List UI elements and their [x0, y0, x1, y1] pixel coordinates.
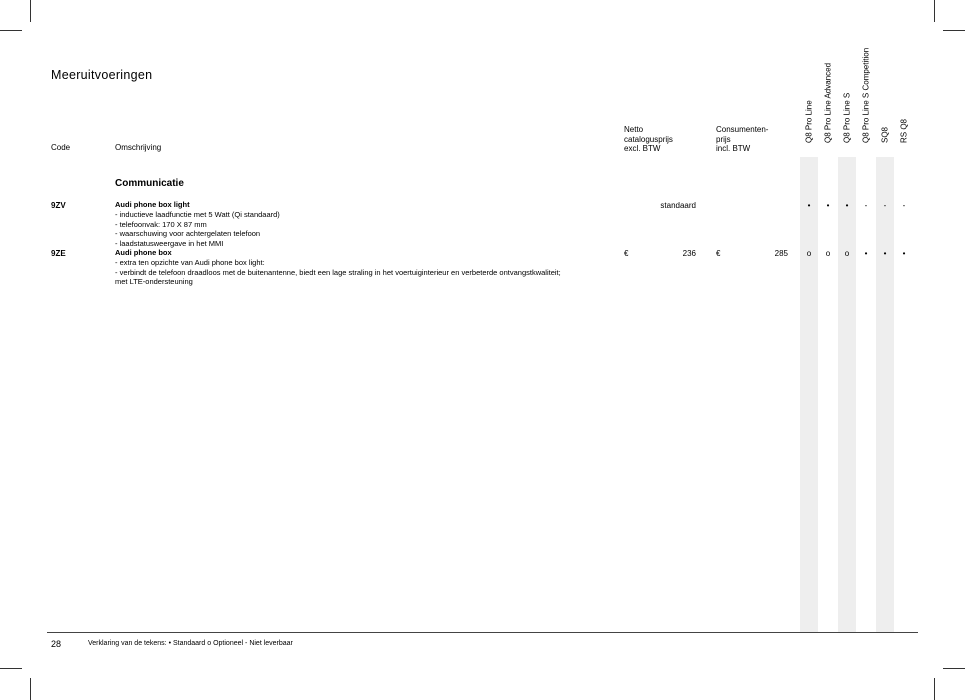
- column-band: [800, 157, 818, 632]
- legend-standard-symbol: •: [168, 640, 172, 647]
- header-netto: [624, 125, 673, 154]
- description-line: - telefoonvak: 170 X 87 mm: [115, 219, 207, 229]
- header-consumer-line: Consumenten-: [716, 125, 769, 134]
- consumer-price: 285: [774, 249, 788, 258]
- page-title: Meeruitvoeringen: [51, 68, 153, 82]
- crop-mark: [934, 678, 935, 700]
- column-band: [838, 157, 856, 632]
- header-model: Q8 Pro Line Advanced: [823, 62, 833, 143]
- netto-price: 236: [682, 249, 696, 258]
- availability-mark: -: [883, 201, 887, 210]
- description-line: - laadstatusweergave in het MMI: [115, 239, 224, 249]
- availability-mark: -: [902, 201, 906, 210]
- section-title: Communicatie: [115, 178, 184, 189]
- footer-rule: [47, 632, 918, 633]
- description-line: - waarschuwing voor achtergelaten telefoon: [115, 229, 261, 239]
- row-description: [115, 248, 615, 287]
- header-consumer-line: incl. BTW: [716, 144, 751, 153]
- crop-mark: [934, 0, 935, 22]
- legend-standard: Standaard: [172, 640, 206, 647]
- row-code: 9ZE: [51, 249, 66, 258]
- header-consumer-line: prijs: [716, 134, 731, 144]
- consumer-currency: €: [716, 249, 721, 258]
- legend-na-symbol: -: [245, 640, 248, 647]
- availability-mark: o: [806, 249, 812, 258]
- crop-mark: [0, 30, 22, 31]
- header-consumer: [716, 125, 768, 154]
- header-netto-line: excl. BTW: [624, 144, 661, 153]
- availability-mark: •: [883, 249, 887, 258]
- row-description: [115, 200, 280, 249]
- crop-mark: [30, 678, 31, 700]
- description-line: - extra ten opzichte van Audi phone box light:: [115, 257, 265, 267]
- availability-mark: •: [902, 249, 906, 258]
- crop-mark: [943, 668, 965, 669]
- availability-mark: •: [845, 201, 849, 210]
- header-model: Q8 Pro Line S: [842, 92, 852, 143]
- netto-currency: €: [624, 249, 629, 258]
- legend-optional: Optioneel: [213, 640, 244, 647]
- crop-mark: [30, 0, 31, 22]
- header-model: RS Q8: [899, 118, 909, 143]
- header-model: Q8 Pro Line S Competition: [861, 47, 871, 143]
- legend-label: Verklaring van de tekens:: [88, 640, 167, 647]
- legend-optional-symbol: o: [207, 640, 212, 647]
- availability-mark: •: [826, 201, 830, 210]
- header-netto-line: Netto: [624, 125, 644, 134]
- crop-mark: [943, 30, 965, 31]
- column-band: [876, 157, 894, 632]
- availability-mark: o: [844, 249, 850, 258]
- availability-mark: o: [825, 249, 831, 258]
- description-line: met LTE-ondersteuning: [115, 277, 193, 287]
- page-number: 28: [51, 639, 62, 649]
- header-netto-line: catalogusprijs: [624, 134, 673, 144]
- availability-mark: •: [864, 249, 868, 258]
- crop-mark: [0, 668, 22, 669]
- header-model: Q8 Pro Line: [804, 100, 814, 143]
- header-model: SQ8: [880, 126, 890, 143]
- netto-price: standaard: [660, 201, 696, 210]
- option-name: Audi phone box: [115, 248, 172, 257]
- description-line: - verbindt de telefoon draadloos met de buitenantenne, biedt een lage straling in het voertuiginterieur en verbeterde ontvangstkwaliteit;: [115, 267, 561, 277]
- availability-mark: •: [807, 201, 811, 210]
- description-line: - inductieve laadfunctie met 5 Watt (Qi standaard): [115, 209, 280, 219]
- header-code: Code: [51, 143, 71, 152]
- legend: [88, 640, 293, 647]
- legend-na: Niet leverbaar: [249, 640, 293, 647]
- availability-mark: -: [864, 201, 868, 210]
- row-code: 9ZV: [51, 201, 66, 210]
- option-name: Audi phone box light: [115, 200, 190, 209]
- header-description: Omschrijving: [115, 143, 162, 152]
